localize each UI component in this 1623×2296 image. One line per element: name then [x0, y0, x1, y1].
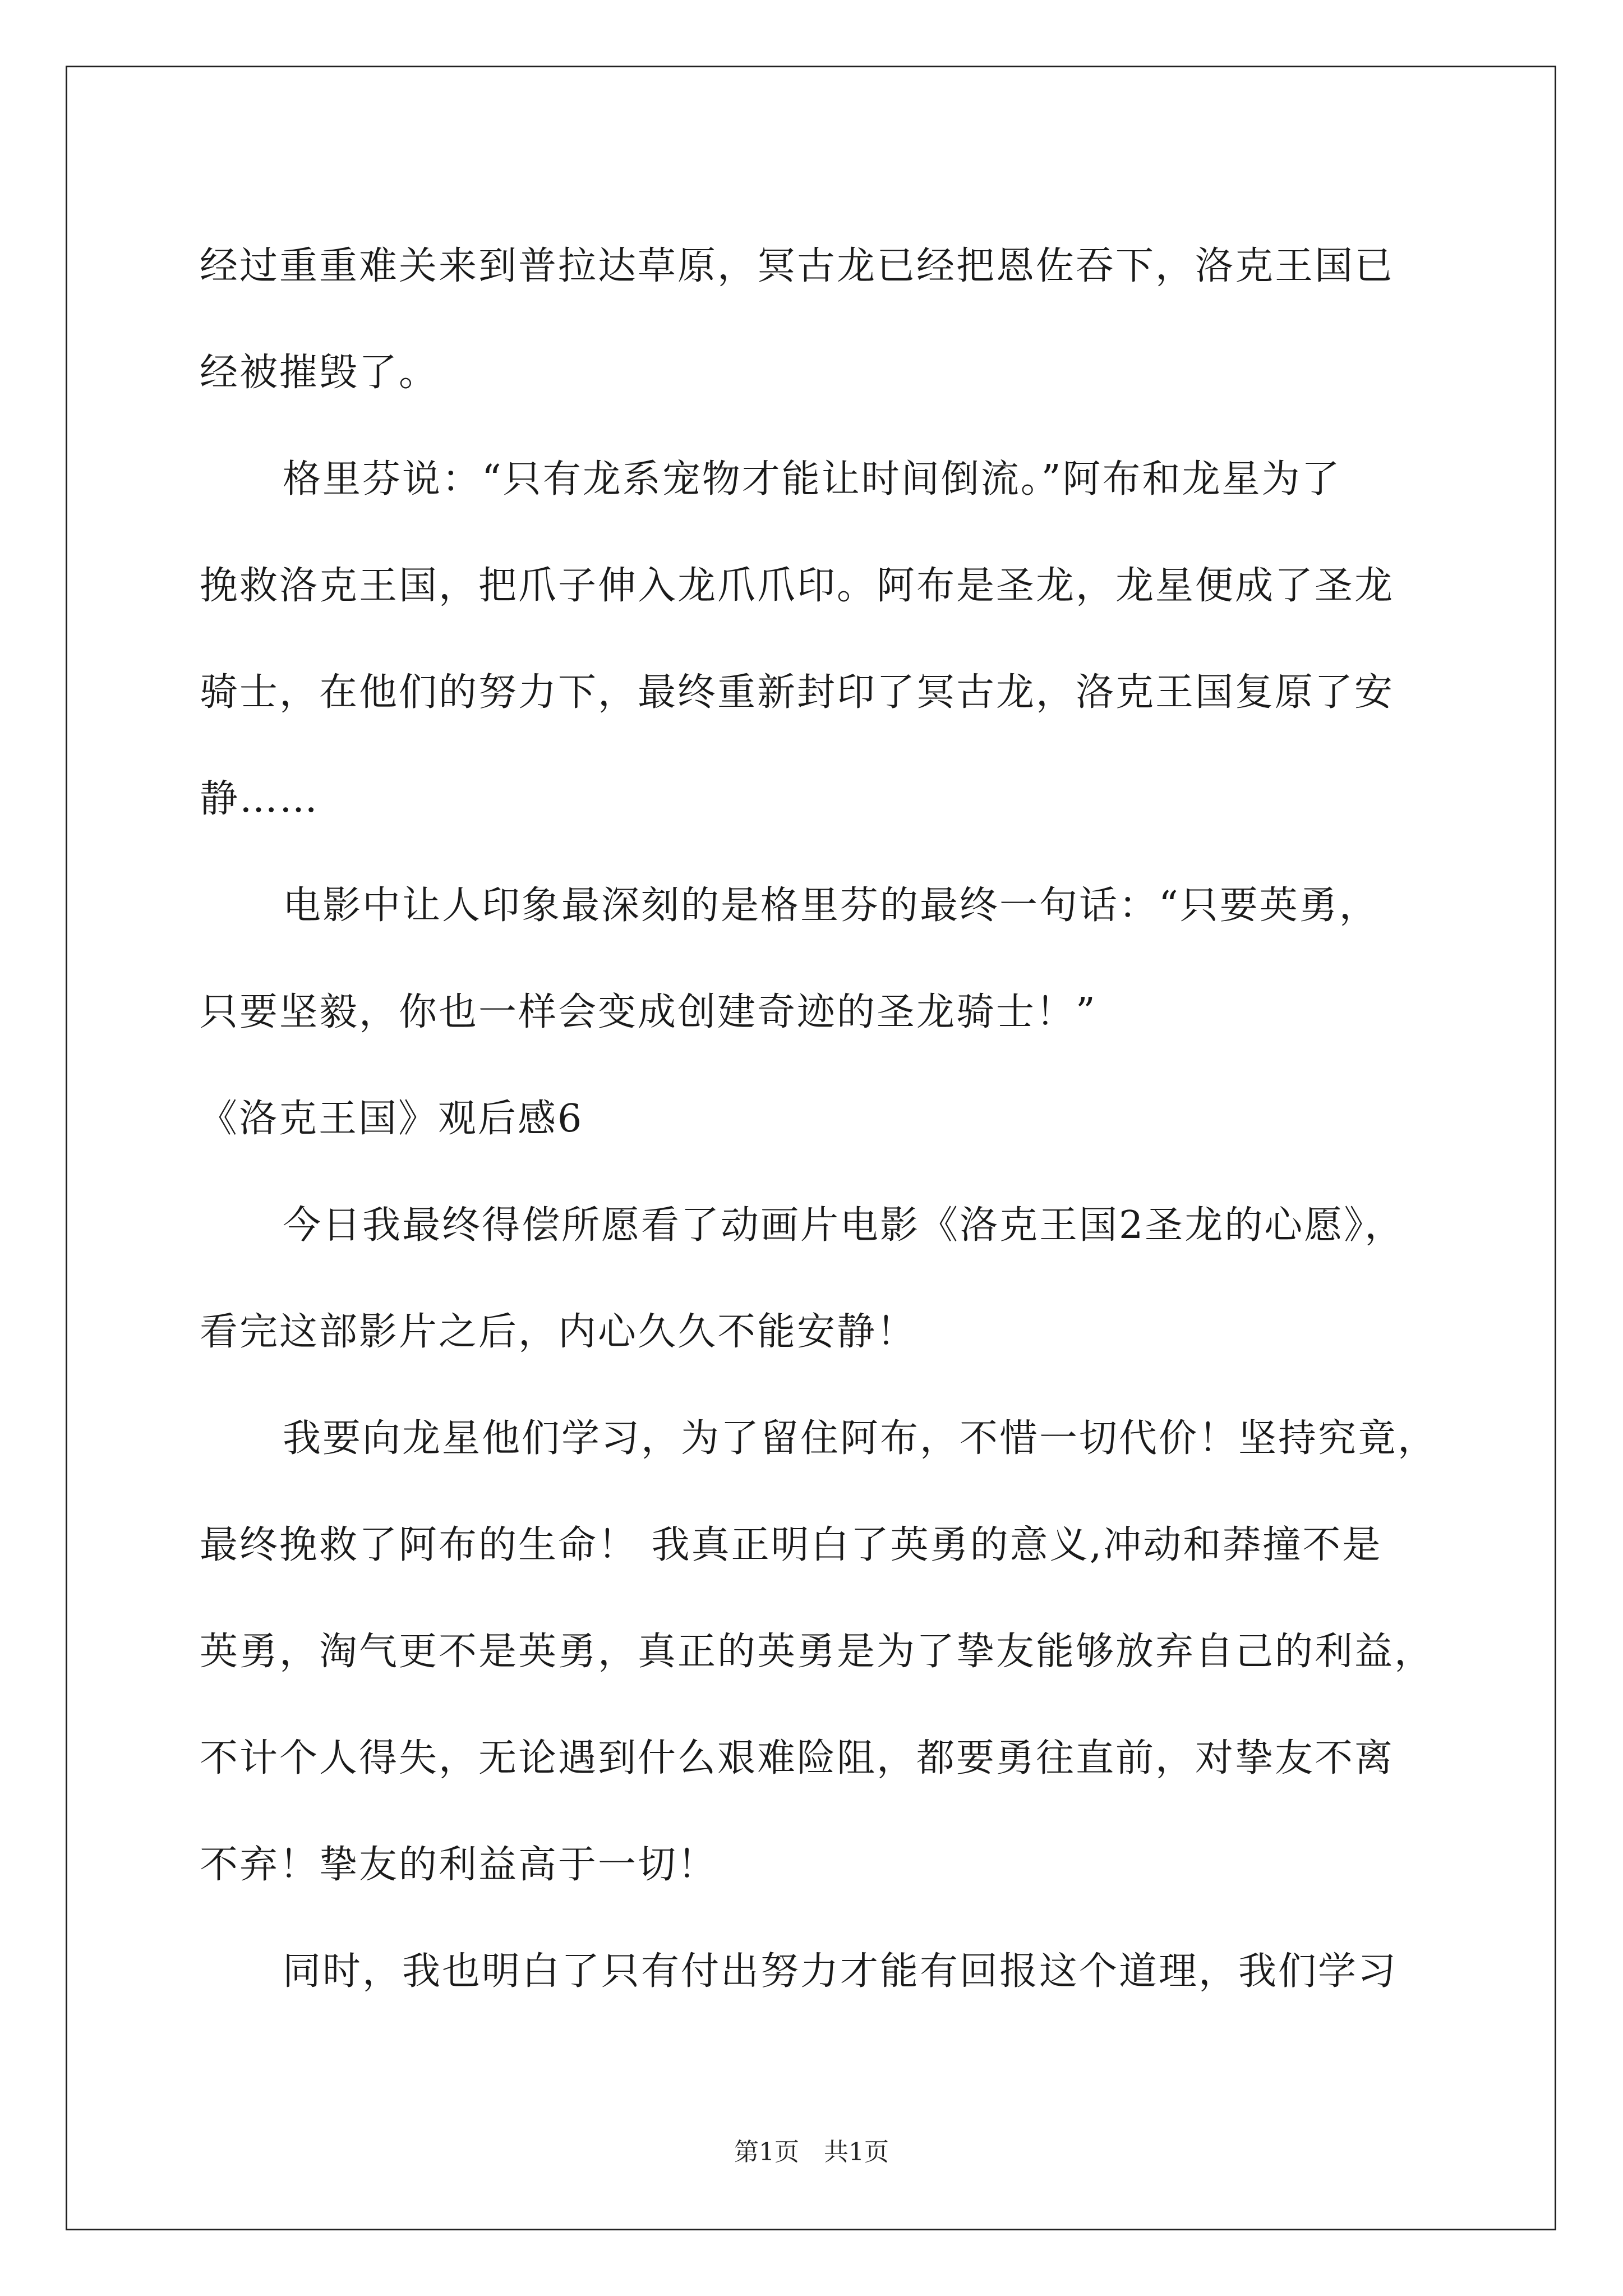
section-title: 《洛克王国》观后感6 [199, 1097, 584, 1141]
text-line: 不计个人得失，无论遇到什么艰难险阻，都要勇往直前，对挚友不离 [200, 1736, 1395, 1780]
text-line: 静…… [200, 777, 320, 821]
text-line: 挽救洛克王国，把爪子伸入龙爪爪印。阿布是圣龙，龙星便成了圣龙 [200, 564, 1395, 608]
text-line: 经过重重难关来到普拉达草原，冥古龙已经把恩佐吞下，洛克王国已 [200, 244, 1395, 288]
text-line: 看完这部影片之后，内心久久不能安静！ [200, 1310, 917, 1354]
paragraph-start-line: 电影中让人印象最深刻的是格里芬的最终一句话：“只要英勇， [283, 884, 1379, 928]
document-body [199, 213, 1438, 2025]
text-line: 不弃！挚友的利益高于一切！ [200, 1843, 718, 1887]
paragraph-start-line: 格里芬说：“只有龙系宠物才能让时间倒流。”阿布和龙星为了 [283, 457, 1341, 501]
text-line: 只要坚毅，你也一样会变成创建奇迹的圣龙骑士！” [200, 990, 1097, 1034]
text-line: 最终挽救了阿布的生命！ 我真正明白了英勇的意义,冲动和莽撞不是 [200, 1523, 1382, 1567]
text-line: 经被摧毁了。 [200, 351, 439, 395]
text-line: 骑士，在他们的努力下，最终重新封印了冥古龙，洛克王国复原了安 [200, 670, 1395, 715]
page-number-footer: 第1页 共1页 [734, 2138, 889, 2166]
paragraph-start-line: 同时，我也明白了只有付出努力才能有回报这个道理，我们学习 [283, 1949, 1398, 1994]
paragraph-start-line: 我要向龙星他们学习，为了留住阿布，不惜一切代价！坚持究竟， [283, 1416, 1438, 1461]
text-line: 英勇，淘气更不是英勇，真正的英勇是为了挚友能够放弃自己的利益， [200, 1630, 1435, 1674]
paragraph-start-line: 今日我最终得偿所愿看了动画片电影《洛克王国2圣龙的心愿》， [283, 1203, 1405, 1248]
